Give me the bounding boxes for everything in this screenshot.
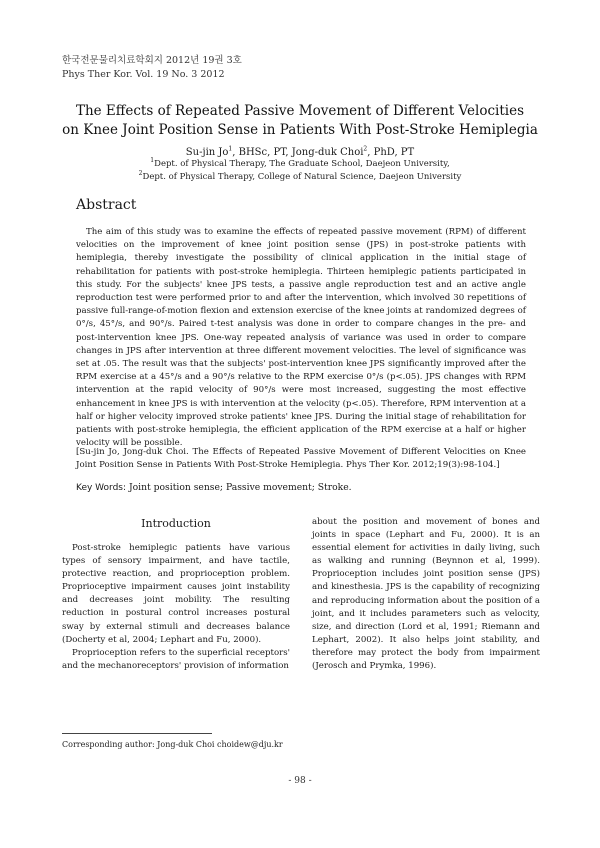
journal-header (62, 54, 242, 82)
corresponding-author: Corresponding author: Jong-duk Choi choidew@dju.kr (62, 740, 283, 749)
author-1-degrees: , BHSc, PT, (232, 147, 292, 158)
title-line-2: on Knee Joint Position Sense in Patients With Post-Stroke Hemiplegia (62, 122, 538, 138)
keywords-label: Key Words: (76, 483, 127, 493)
title-line-1: The Effects of Repeated Passive Movement of Different Velocities (75, 103, 525, 119)
author-2-degrees: , PhD, PT (367, 147, 415, 158)
keywords (76, 482, 352, 493)
journal-volume: Phys Ther Kor. Vol. 19 No. 3 2012 (62, 69, 225, 80)
footnote-divider (62, 733, 212, 734)
author-1-name: Su-jin Jo (185, 147, 229, 158)
right-column (312, 516, 540, 673)
affiliations (60, 158, 540, 184)
abstract-text: The aim of this study was to examine the effects of repeated passive movement (RPM) of different velocities on the improvement of knee joint position sense (JPS) in post-stroke patients with hemiplegia, thereby investigate the possibility of clinical application in the initial stage of rehabilitation for patients with post-stroke hemiplegia. Thirteen hemiplegic patients participated in this study. For the subjects' knee JPS tests, a passive angle reproduction test and an active angle reproduction test were performed prior to and after the intervention, which involved 30 repetitions of passive full-range-of-motion flexion and extension exercise of the knee joints at randomized degrees of 0°/s, 45°/s, and 90°/s. Paired t-test analysis was done in order to compare changes in the pre- and post-intervention knee JPS. One-way repeated analysis of variance was used in order to compare changes in JPS after intervention at three different movement velocities. The level of significance was set at .05. The result was that the subjects' post-intervention knee JPS significantly improved after the RPM exercise at a 45°/s and a 90°/s relative to the RPM exercise 0°/s (p<.05). JPS changes with RPM intervention at the rapid velocity of 90°/s were most increased, suggesting the most effective enhancement in knee JPS is with intervention at the velocity (p<.05). Therefore, RPM intervention at a half or higher velocity improved stroke patients' knee JPS. During the initial stage of rehabilitation for patients with post-stroke hemiplegia, the efficient application of the RPM exercise at a half or higher velocity will be possible. (76, 227, 526, 449)
author-2-name: Jong-duk Choi (291, 147, 364, 158)
paper-title (60, 102, 540, 140)
abstract-heading: Abstract (76, 197, 137, 213)
page-number: - 98 - (288, 776, 312, 786)
intro-paragraph-2: Proprioception refers to the superficial receptors' and the mechanoreceptors' provision of information (62, 647, 290, 671)
intro-paragraph-1: Post-stroke hemiplegic patients have various types of sensory impairment, and have tactile, protective reaction, and proprioception problem. Proprioceptive impairment causes joint instability and decreases joint mobility. The resulting reduction in postural control increases postural sway by external stimuli and decreases balance (Docherty et al, 2004; Lephart and Fu, 2000). (62, 543, 290, 645)
affiliation-2: $^2$Dept. of Physical Therapy, College of Natural Science, Daejeon University (138, 170, 462, 182)
author-1-affil: 1 (228, 145, 233, 153)
introduction-heading: Introduction (141, 517, 211, 530)
left-column (62, 516, 290, 673)
journal-name-korean: 한국전문물리치료학회지 2012년 19권 3호 (62, 55, 242, 66)
affiliation-1: $^1$Dept. of Physical Therapy, The Graduate School, Daejeon University, (150, 157, 450, 169)
intro-paragraph-3: about the position and movement of bones and joints in space (Lephart and Fu, 2000). It is an essential element for activities in daily living, such as walking and running (Beynnon et al, 1999). Proprioception includes joint position sense (JPS) and kinesthesia. JPS is the capability of recognizing and reproducing information about the position of a joint, and it includes parameters such as velocity, size, and direction (Lord et al, 1991; Riemann and Lephart, 2002). It also helps joint stability, and therefore may protect the body from impairment (Jerosch and Prymka, 1996). (312, 517, 540, 672)
keywords-text: Joint position sense; Passive movement; Stroke. (126, 482, 352, 493)
author-2-affil: 2 (363, 145, 368, 153)
citation: [Su-jin Jo, Jong-duk Choi. The Effects of Repeated Passive Movement of Different Velocities on Knee Joint Position Sense in Patients With Post-Stroke Hemiplegia. Phys Ther Kor. 2012;19(3):98-104.] (76, 447, 526, 471)
